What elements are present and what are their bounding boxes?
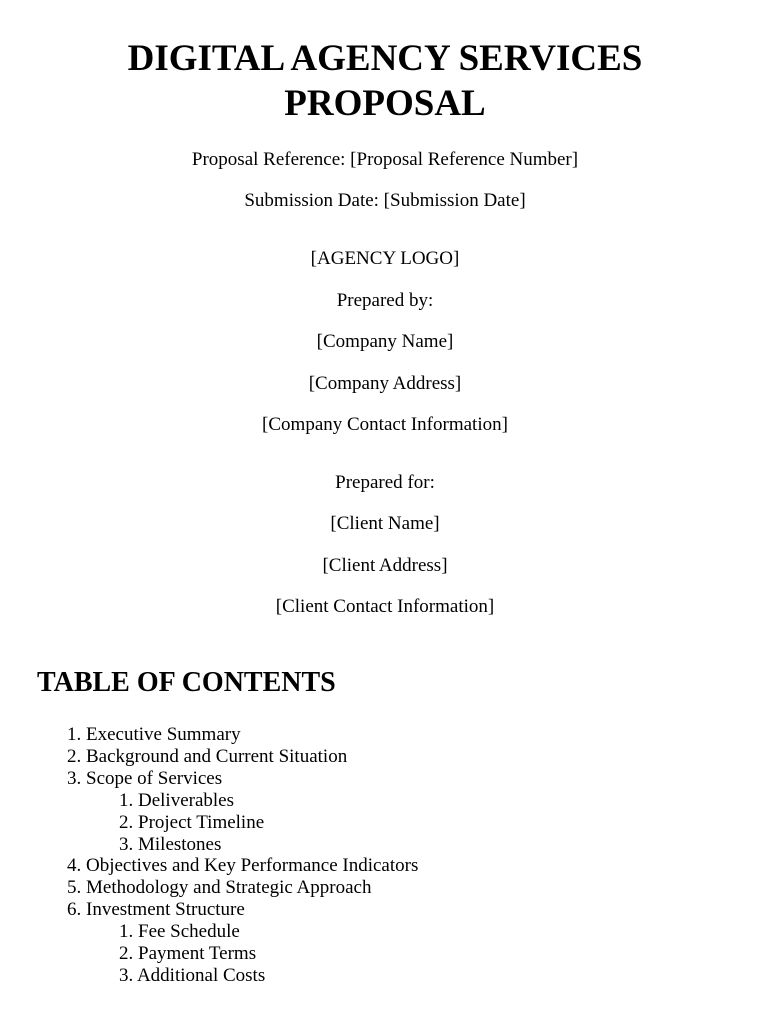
toc-item: 2. Payment Terms [119,943,257,965]
client-contact: [Client Contact Information] [275,596,495,617]
client-name: [Client Name] [330,513,440,534]
company-address: [Company Address] [308,373,462,394]
table-of-contents [0,724,770,987]
prepared-by-label: Prepared by: [336,290,434,311]
company-contact: [Company Contact Information] [262,414,508,435]
toc-item: 4. Objectives and Key Performance Indicators [67,855,419,877]
title-line-1: DIGITAL AGENCY SERVICES [127,38,643,79]
submission-date: Submission Date: [Submission Date] [244,190,526,211]
toc-item: 1. Executive Summary [67,724,241,745]
toc-heading: TABLE OF CONTENTS [37,667,336,698]
document-title [0,36,770,126]
prepared-for-label: Prepared for: [335,472,435,493]
toc-item: 3. Milestones [119,833,222,855]
agency-logo-placeholder: [AGENCY LOGO] [310,248,460,269]
company-name: [Company Name] [316,331,454,352]
client-address: [Client Address] [322,555,448,576]
toc-item: 1. Fee Schedule [119,921,240,943]
title-line-2: PROPOSAL [284,83,486,124]
toc-item: 2. Background and Current Situation [67,745,348,767]
toc-item: 2. Project Timeline [119,811,265,833]
toc-item: 3. Scope of Services [67,767,223,789]
proposal-reference: Proposal Reference: [Proposal Reference Number] [191,149,579,170]
toc-item: 5. Methodology and Strategic Approach [67,877,372,899]
toc-item: 6. Investment Structure [67,899,245,921]
toc-item: 1. Deliverables [119,789,235,811]
toc-item: 3. Additional Costs [119,964,266,986]
